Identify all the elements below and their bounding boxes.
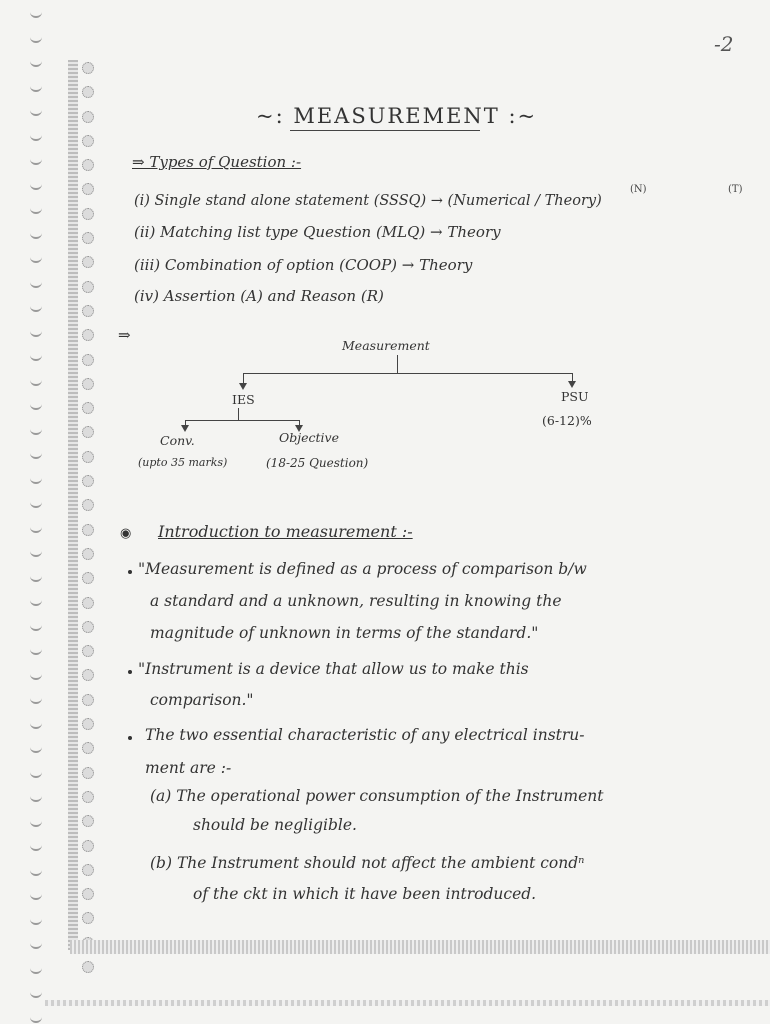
margin-dot <box>82 742 94 754</box>
margin-dot <box>82 548 94 560</box>
bottom-band <box>70 940 770 954</box>
margin-dot <box>82 208 94 220</box>
spiral-loop <box>30 694 42 704</box>
tree-ll-sub: (upto 35 marks) <box>138 456 228 469</box>
spiral-loop <box>30 890 42 900</box>
margin-dot <box>82 305 94 317</box>
margin-dot <box>82 475 94 487</box>
spiral-loop <box>30 131 42 141</box>
spiral-loop <box>30 743 42 753</box>
spiral-loop <box>30 1013 42 1023</box>
spiral-loop <box>30 376 42 386</box>
spiral-loop <box>30 621 42 631</box>
margin-dot <box>82 718 94 730</box>
margin-dot <box>82 961 94 973</box>
para2-line1: "Instrument is a device that allow us to make this <box>138 660 529 678</box>
margin-dot <box>82 402 94 414</box>
spiral-loop <box>30 106 42 116</box>
types-heading: ⇒ Types of Question :- <box>132 153 302 171</box>
spiral-loop <box>30 204 42 214</box>
margin-dot <box>82 183 94 195</box>
margin-dot <box>82 791 94 803</box>
spiral-loop <box>30 670 42 680</box>
para1-line3: magnitude of unknown in terms of the standard." <box>150 624 539 642</box>
margin-dot <box>82 864 94 876</box>
margin-dot <box>82 159 94 171</box>
type-item-2: (ii) Matching list type Question (MLQ) → Theory <box>134 223 501 241</box>
tree-left-arrowhead <box>239 383 247 390</box>
item-a-line2: should be negligible. <box>193 816 357 834</box>
tree-ies-horizontal <box>185 420 300 421</box>
para3-line1: The two essential characteristic of any electrical instru- <box>145 726 585 744</box>
margin-dot <box>82 645 94 657</box>
margin-dot <box>82 669 94 681</box>
spiral-loop <box>30 523 42 533</box>
item-a-line1: (a) The operational power consumption of the Instrument <box>150 787 604 805</box>
spiral-loop <box>30 988 42 998</box>
margin-dot <box>82 378 94 390</box>
tree-ies-stem <box>238 408 239 420</box>
margin-dot <box>82 451 94 463</box>
margin-dot <box>82 694 94 706</box>
spiral-loop <box>30 400 42 410</box>
spiral-loop <box>30 82 42 92</box>
spiral-loop <box>30 939 42 949</box>
spiral-loop <box>30 229 42 239</box>
margin-band <box>68 60 78 950</box>
margin-dot <box>82 767 94 779</box>
margin-dot <box>82 354 94 366</box>
spiral-loop <box>30 596 42 606</box>
spiral-loop <box>30 817 42 827</box>
page-number: -2 <box>714 32 734 56</box>
para1-line2: a standard and a unknown, resulting in knowing the <box>150 592 562 610</box>
spiral-loop <box>30 498 42 508</box>
tree-horizontal <box>243 373 573 374</box>
type-item-1: (i) Single stand alone statement (SSSQ) → (Numerical / Theory) <box>134 193 602 209</box>
tree-right-label: PSU <box>561 389 589 404</box>
bullet-1 <box>128 570 132 574</box>
margin-dot <box>82 281 94 293</box>
margin-dot <box>82 524 94 536</box>
spiral-loop <box>30 792 42 802</box>
margin-dot <box>82 499 94 511</box>
type-item-3: (iii) Combination of option (COOP) → Theory <box>134 256 473 274</box>
spiral-loop <box>30 253 42 263</box>
bullet-2 <box>128 670 132 674</box>
margin-dots <box>82 62 102 985</box>
intro-heading: Introduction to measurement :- <box>158 522 413 541</box>
margin-dot <box>82 329 94 341</box>
margin-dot <box>82 621 94 633</box>
tree-ll-arrowhead <box>181 425 189 432</box>
spiral-loop <box>30 964 42 974</box>
type-item-4: (iv) Assertion (A) and Reason (R) <box>134 287 384 305</box>
margin-dot <box>82 888 94 900</box>
spiral-loop <box>30 474 42 484</box>
tree-lr-label: Objective <box>279 430 340 445</box>
tree-arrow: ⇒ <box>118 326 131 344</box>
page-title: ~: MEASUREMENT :~ <box>256 104 538 128</box>
margin-dot <box>82 111 94 123</box>
para2-line2: comparison." <box>150 691 254 709</box>
title-underline <box>290 130 480 131</box>
spiral-loop <box>30 327 42 337</box>
margin-dot <box>82 912 94 924</box>
margin-dot <box>82 815 94 827</box>
bullet-3 <box>128 736 132 740</box>
spiral-loop <box>30 866 42 876</box>
spiral-loop <box>30 351 42 361</box>
tree-right-arrowhead <box>568 381 576 388</box>
tree-lr-sub: (18-25 Question) <box>266 456 369 470</box>
para1-line1: "Measurement is defined as a process of comparison b/w <box>138 560 587 578</box>
margin-dot <box>82 232 94 244</box>
tree-right-sub: (6-12)% <box>542 413 592 428</box>
para3-line2: ment are :- <box>145 759 232 777</box>
margin-dot <box>82 135 94 147</box>
notebook-spiral <box>30 0 44 1024</box>
spiral-loop <box>30 8 42 18</box>
spiral-loop <box>30 547 42 557</box>
spiral-loop <box>30 278 42 288</box>
tree-root: Measurement <box>342 338 430 353</box>
spiral-loop <box>30 180 42 190</box>
spiral-loop <box>30 425 42 435</box>
margin-dot <box>82 572 94 584</box>
margin-dot <box>82 597 94 609</box>
spiral-loop <box>30 449 42 459</box>
tree-root-stem <box>397 355 398 373</box>
intro-circle-marker: ◉ <box>120 526 132 541</box>
spiral-loop <box>30 302 42 312</box>
spiral-loop <box>30 841 42 851</box>
spiral-loop <box>30 572 42 582</box>
margin-dot <box>82 62 94 74</box>
item-b-line1: (b) The Instrument should not affect the ambient condⁿ <box>150 854 585 872</box>
superscript-t: (T) <box>728 184 743 195</box>
margin-dot <box>82 840 94 852</box>
superscript-n: (N) <box>630 184 647 195</box>
spiral-loop <box>30 155 42 165</box>
tree-ll-label: Conv. <box>160 433 195 448</box>
spiral-loop <box>30 768 42 778</box>
bottom-edge-band <box>45 1000 770 1006</box>
spiral-loop <box>30 915 42 925</box>
margin-dot <box>82 426 94 438</box>
spiral-loop <box>30 719 42 729</box>
spiral-loop <box>30 57 42 67</box>
tree-left-label: IES <box>232 392 255 407</box>
margin-dot <box>82 86 94 98</box>
item-b-line2: of the ckt in which it have been introduced. <box>193 885 537 903</box>
spiral-loop <box>30 645 42 655</box>
spiral-loop <box>30 33 42 43</box>
margin-dot <box>82 256 94 268</box>
